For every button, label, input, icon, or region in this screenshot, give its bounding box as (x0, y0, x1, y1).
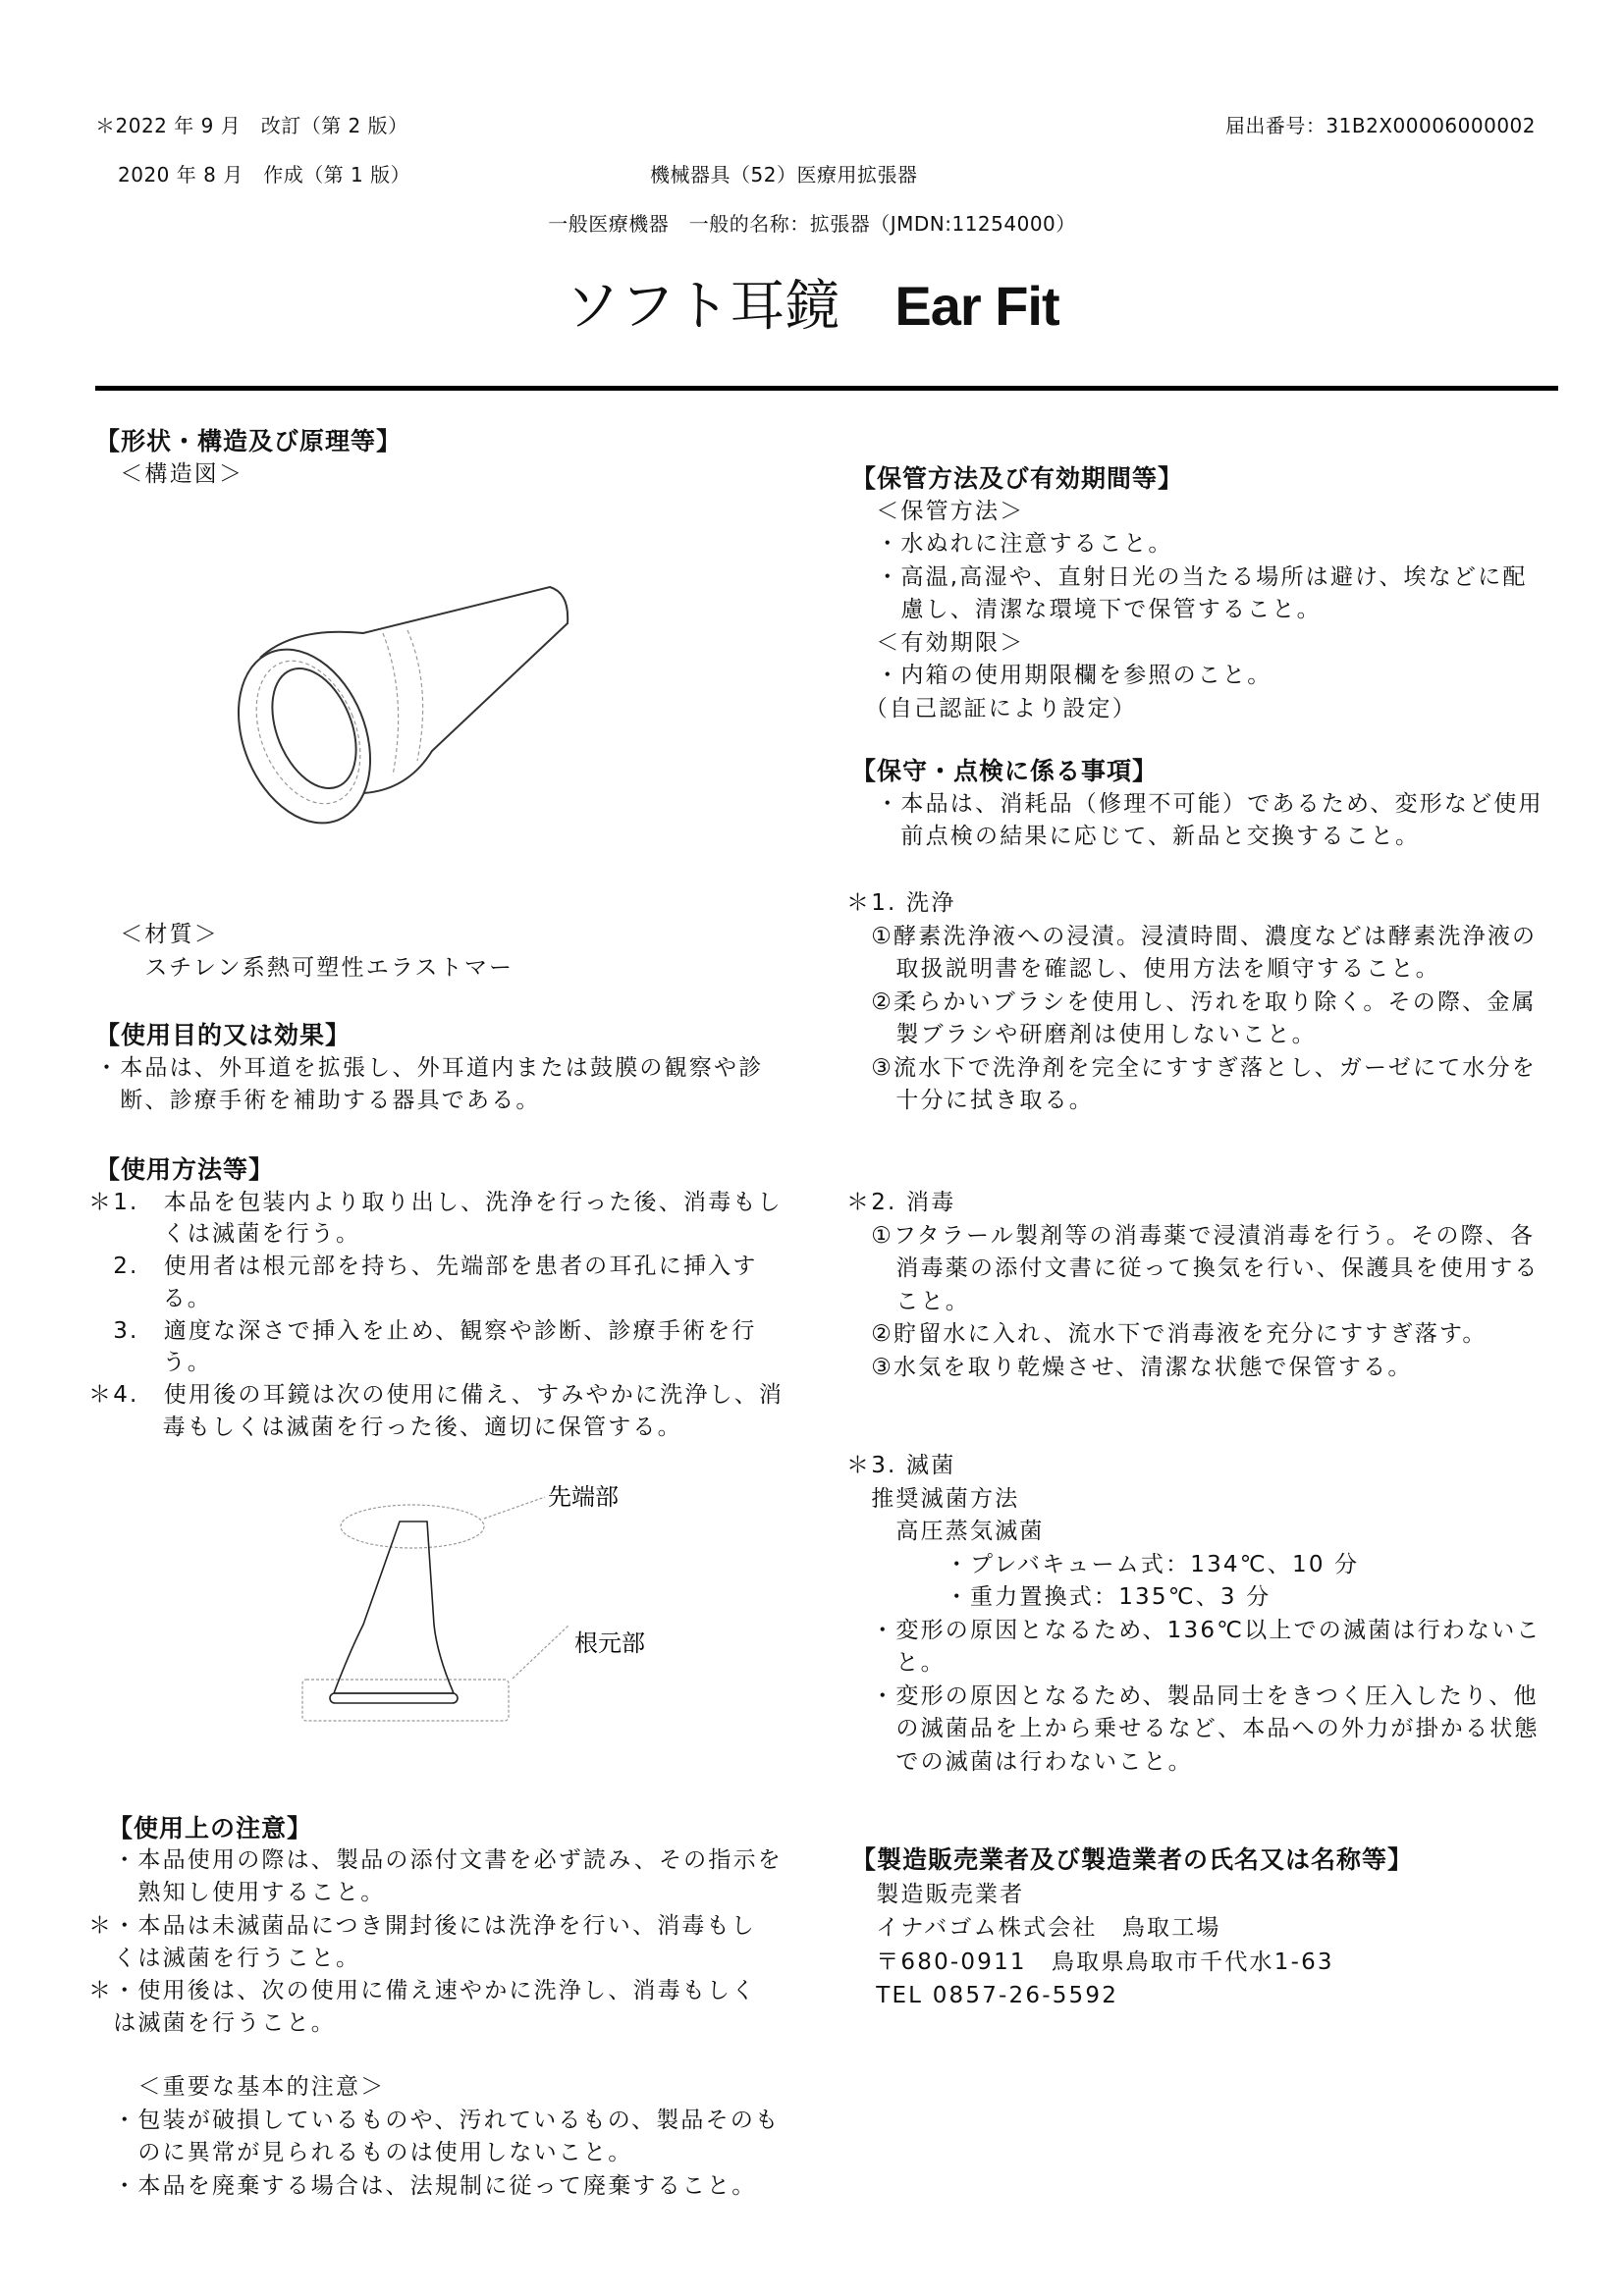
text-line: 前点検の結果に応じて、新品と交換すること。 (851, 824, 1421, 849)
text-line: ・プレバキューム式：134℃、10 分 (846, 1551, 1360, 1577)
text-line: 断、診療手術を補助する器具である。 (95, 1088, 541, 1113)
text-line: ・本品は、外耳道を拡張し、外耳道内または鼓膜の観察や診 (95, 1054, 764, 1081)
text-line: う。 (88, 1350, 212, 1376)
text-line: ・本品使用の際は、製品の添付文書を必ず読み、その指示を (88, 1847, 783, 1874)
text-line: ＊・本品は未滅菌品につき開封後には洗浄を行い、消毒もし (88, 1912, 756, 1939)
text-line: ③水気を取り乾燥させ、清潔な状態で保管する。 (846, 1354, 1413, 1380)
text-line: は滅菌を行うこと。 (88, 2010, 336, 2037)
text-line: 十分に拭き取る。 (846, 1088, 1094, 1113)
text-line: 消毒薬の添付文書に従って換気を行い、保護具を使用する (846, 1255, 1540, 1281)
purpose-section (95, 1019, 763, 1118)
section-heading: 【保管方法及び有効期間等】 (851, 464, 1184, 493)
text-line: 推奨滅菌方法 (846, 1485, 1020, 1512)
usage-section (88, 1154, 784, 1443)
header-rule (95, 386, 1558, 391)
storage-section (851, 462, 1528, 725)
text-line: TEL 0857-26-5592 (851, 1983, 1119, 2008)
notification-number: 届出番号：31B2X00006000002 (1224, 114, 1536, 137)
material-value: スチレン系熱可塑性エラストマー (144, 954, 514, 981)
text-line: ・水ぬれに注意すること。 (851, 531, 1173, 557)
sterilization-section (846, 1450, 1542, 1779)
text-line: 取扱説明書を確認し、使用方法を順守すること。 (846, 956, 1440, 982)
classification: 一般医療機器 一般的名称：拡張器（JMDN:11254000） (548, 212, 1076, 236)
revision-date: ＊2022 年 9 月 改訂（第 2 版） (95, 114, 408, 137)
text-line: 3. 適度な深さで挿入を止め、観察や診断、診療手術を行 (88, 1317, 757, 1344)
speculum-parts-diagram (295, 1468, 707, 1752)
text-line: ①フタラール製剤等の消毒薬で浸漬消毒を行う。その際、各 (846, 1222, 1536, 1249)
text-line: ＊4. 使用後の耳鏡は次の使用に備え、すみやかに洗浄し、消 (88, 1381, 785, 1408)
text-line: ・高温,高湿や、直射日光の当たる場所は避け、埃などに配 (851, 563, 1528, 590)
material-section (95, 919, 514, 985)
text-line: の滅菌品を上から乗せるなど、本品への外力が掛かる状態 (846, 1716, 1540, 1741)
text-line: ＊1. 本品を包装内より取り出し、洗浄を行った後、消毒もし (88, 1189, 783, 1215)
cleaning-section (846, 887, 1537, 1118)
text-line: ・変形の原因となるため、製品同士をきつく圧入したり、他 (846, 1682, 1539, 1709)
structure-subheading: ＜構造図＞ (120, 460, 244, 487)
section-heading: 【製造販売業者及び製造業者の氏名又は名称等】 (851, 1845, 1414, 1874)
text-line: ＊1. 洗浄 (846, 890, 956, 916)
device-category: 機械器具（52）医療用拡張器 (650, 163, 918, 187)
text-line: ＊2. 消毒 (846, 1190, 956, 1215)
text-line: ＊・使用後は、次の使用に備え速やかに洗浄し、消毒もしく (88, 1978, 757, 2004)
text-line: 高圧蒸気滅菌 (846, 1519, 1045, 1544)
title-jp: ソフト耳鏡 (565, 275, 840, 339)
material-subheading: ＜材質＞ (120, 922, 220, 947)
text-line: ・包装が破損しているものや、汚れているもの、製品そのも (88, 2107, 781, 2133)
precautions-section (88, 1812, 783, 2040)
text-line: （自己認証により設定） (851, 695, 1137, 721)
section-heading: 【使用目的又は効果】 (95, 1021, 352, 1049)
text-line: こと。 (846, 1288, 970, 1314)
text-line: ②貯留水に入れ、流水下で消毒液を充分にすすぎ落す。 (846, 1321, 1488, 1347)
text-line: 毒もしくは滅菌を行った後、適切に保管する。 (88, 1414, 682, 1440)
section-heading: 【形状・構造及び原理等】 (95, 427, 403, 455)
text-line: ＜有効期限＞ (851, 629, 1025, 656)
text-line: 2. 使用者は根元部を持ち、先端部を患者の耳孔に挿入す (88, 1254, 758, 1280)
text-line: 製ブラシや研磨剤は使用しないこと。 (846, 1022, 1317, 1047)
text-line: ・変形の原因となるため、136℃以上での滅菌は行わないこ (846, 1617, 1542, 1643)
text-line: ③流水下で洗浄剤を完全にすすぎ落とし、ガーゼにて水分を (846, 1054, 1537, 1081)
manufacturer-section (851, 1843, 1413, 2013)
text-line: 熟知し使用すること。 (88, 1880, 386, 1906)
text-line: ＊3. 滅菌 (846, 1453, 956, 1478)
text-line: くは滅菌を行う。 (88, 1221, 361, 1248)
text-line: 〒680-0911 鳥取県鳥取市千代水1-63 (851, 1949, 1334, 1975)
section-heading: 【使用方法等】 (95, 1155, 275, 1184)
maintenance-section (851, 755, 1543, 854)
text-line: 慮し、清潔な環境下で保管すること。 (851, 597, 1322, 622)
section-heading: 【使用上の注意】 (108, 1814, 313, 1842)
ear-speculum-illustration (236, 579, 599, 834)
tip-label: 先端部 (548, 1483, 619, 1511)
text-line: ・本品を廃棄する場合は、法規制に従って廃棄すること。 (88, 2172, 757, 2199)
basic-precautions-section (88, 2071, 780, 2203)
text-line: ・重力置換式：135℃、3 分 (846, 1584, 1272, 1610)
text-line: くは滅菌を行うこと。 (88, 1945, 361, 1971)
text-line: での滅菌は行わないこと。 (846, 1748, 1193, 1775)
creation-date: 2020 年 8 月 作成（第 1 版） (118, 163, 411, 187)
disinfection-section (846, 1187, 1540, 1384)
base-label: 根元部 (574, 1629, 645, 1657)
text-line: ①酵素洗浄液への浸漬。浸漬時間、濃度などは酵素洗浄液の (846, 923, 1538, 949)
text-line: 製造販売業者 (851, 1881, 1025, 1907)
section-heading: 【保守・点検に係る事項】 (851, 757, 1159, 785)
text-line: のに異常が見られるものは使用しないこと。 (88, 2140, 633, 2165)
text-line: イナバゴム株式会社 鳥取工場 (851, 1915, 1221, 1941)
basic-precautions-subheading: ＜重要な基本的注意＞ (88, 2074, 386, 2100)
text-line: と。 (846, 1650, 946, 1676)
text-line: ＜保管方法＞ (851, 498, 1025, 524)
text-line: ・内箱の使用期限欄を参照のこと。 (851, 663, 1272, 688)
document-title (0, 263, 1624, 342)
text-line: ・本品は、消耗品（修理不可能）であるため、変形など使用 (851, 790, 1543, 817)
shape-section (95, 425, 402, 491)
title-en: Ear Fit (894, 275, 1059, 337)
text-line: ②柔らかいブラシを使用し、汚れを取り除く。その際、金属 (846, 988, 1537, 1015)
text-line: る。 (88, 1285, 212, 1311)
